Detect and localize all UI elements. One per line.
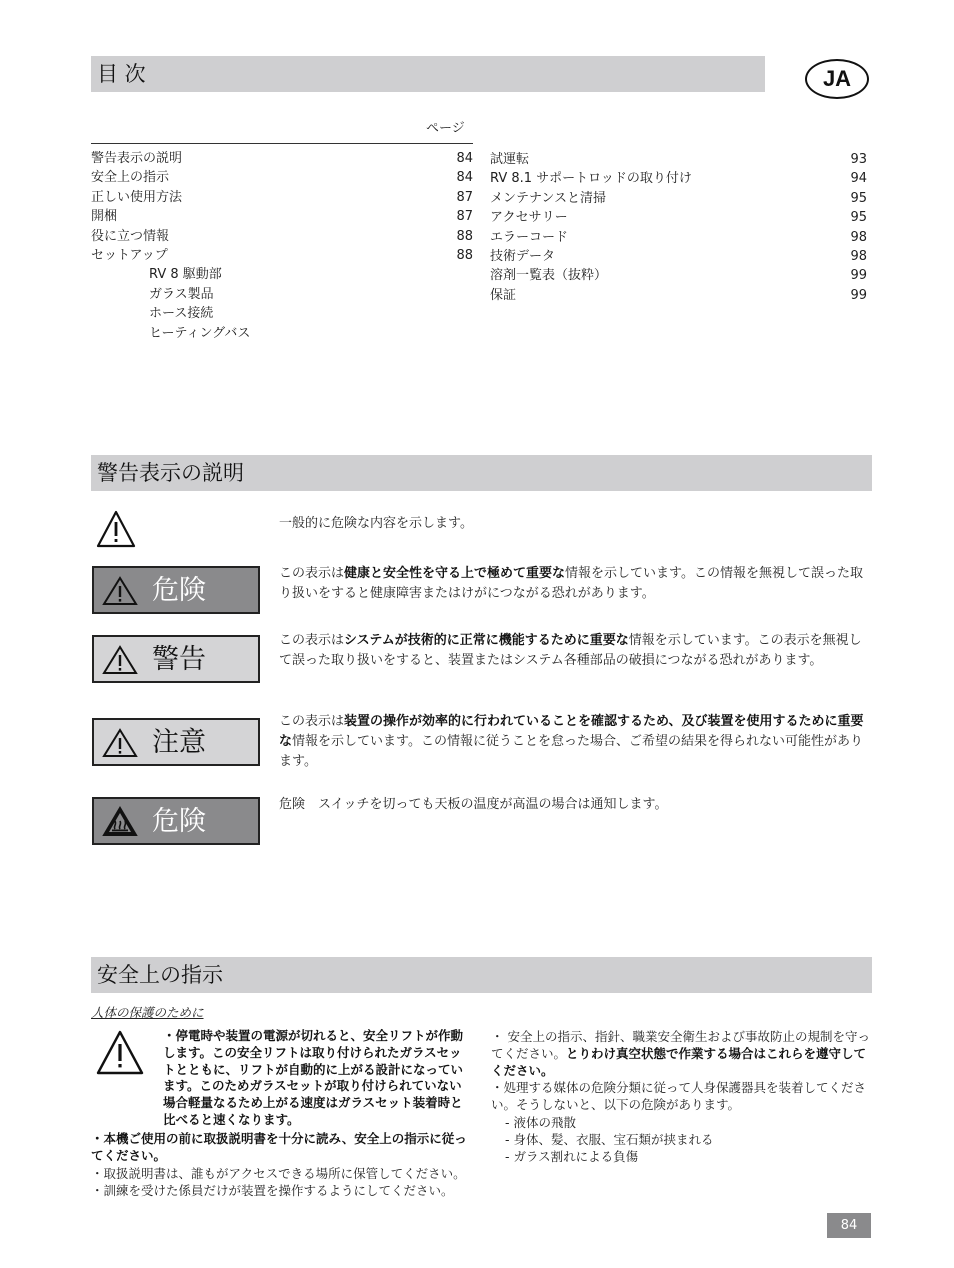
toc-item[interactable]: 正しい使用方法 87 [91, 189, 473, 205]
read-manual-instruction: ・本機ご使用の前に取扱説明書を十分に読み、安全上の指示に従ってください。 [91, 1131, 467, 1163]
warning-sign [92, 635, 260, 683]
page-column-label: ページ [426, 121, 465, 136]
hazard-list-item: - 液体の飛散 [505, 1115, 576, 1130]
toc-item[interactable]: 安全上の指示 84 [91, 170, 473, 186]
warning-triangle-icon [102, 728, 138, 758]
safety-section-title: 安全上の指示 [97, 963, 223, 987]
toc-item[interactable]: 溶剤一覧表（抜粋） 99 [490, 268, 867, 284]
toc-item[interactable]: エラーコード 98 [490, 229, 867, 245]
toc-item[interactable]: 試運転 93 [490, 152, 867, 167]
hot-surface-sign-label: 危険 [152, 806, 206, 837]
caution-description: この表示は装置の操作が効率的に行われていることを確認するため、及び装置を使用するために重要な情報を示しています。この情報に従うことを怠った場合、ご希望の結果を得られない可能性があります。 [279, 714, 864, 769]
warning-description: この表示はシステムが技術的に正常に機能するために重要な情報を示しています。この表示を無視して誤った取り扱いをすると、装置またはシステム各種部品の破損につながる恐れがあります。 [279, 633, 862, 668]
danger-sign [92, 566, 260, 614]
caution-sign [92, 718, 260, 766]
toc-item[interactable]: 警告表示の説明 84 [91, 151, 473, 166]
warning-triangle-icon [102, 576, 138, 606]
caution-sign-label: 注意 [152, 727, 206, 758]
warning-triangle-icon [96, 510, 136, 548]
toc-item[interactable]: RV 8.1 サポートロッドの取り付け 94 [490, 171, 867, 187]
toc-subitem[interactable]: ホース接続 [149, 306, 214, 322]
toc-subitem[interactable]: ガラス製品 [149, 286, 214, 302]
toc-subitem[interactable]: ヒーティングバス [149, 325, 251, 341]
warning-sign-label: 警告 [152, 644, 206, 675]
toc-item[interactable]: 技術データ 98 [490, 248, 867, 264]
regulations-instruction: ・ 安全上の指示、指針、職業安全衛生および事故防止の規制を守ってください。とりわけ真空状態で作業する場合はこれらを遵守してください。 [491, 1029, 870, 1078]
hot-surface-description: 危険 スイッチを切っても天板の温度が高温の場合は通知します。 [279, 797, 668, 812]
safety-subtitle: 人体の保護のために [91, 1005, 204, 1020]
toc-divider [91, 143, 473, 144]
toc-title-bar [91, 56, 765, 92]
warnings-section-bar [91, 455, 872, 491]
safety-lift-warning: ・停電時や装置の電源が切れると、安全リフトが作動します。この安全リフトは取り付けられたガラスセットとともに、リフトが自動的に上がる設計になっています。このためガラスセットが取り付けられていない場合軽量なるため上がる速度はガラスセット装着時と比べると速くなります。 [163, 1028, 464, 1127]
toc-item[interactable]: 保証 99 [490, 287, 867, 303]
toc-title: 目 次 [97, 62, 146, 86]
danger-description: この表示は健康と安全性を守る上で極めて重要な情報を示しています。この情報を無視して誤った取り扱いをすると健康障害またはけがにつながる恐れがあります。 [279, 566, 863, 601]
hazard-list-item: - 身体、髪、衣服、宝石類が挟まれる [505, 1132, 714, 1147]
trained-staff-instruction: ・訓練を受けた係員だけが装置を操作するようにしてください。 [91, 1183, 454, 1198]
protective-equipment-instruction: ・処理する媒体の危険分類に従って人身保護器具を装着してください。そうしないと、以下の危険があります。 [491, 1080, 867, 1112]
hot-surface-icon [102, 806, 138, 837]
toc-item[interactable]: アクセサリー 95 [490, 210, 867, 226]
toc-subitem[interactable]: RV 8 駆動部 [149, 267, 222, 283]
toc-item[interactable]: 開梱 87 [91, 209, 473, 225]
toc-item[interactable]: セットアップ 88 [91, 247, 473, 263]
warning-triangle-icon [96, 1030, 144, 1075]
general-danger-text: 一般的に危険な内容を示します。 [279, 516, 473, 531]
warning-triangle-icon [102, 645, 138, 675]
toc-right-column [490, 150, 867, 305]
toc-item[interactable]: メンテナンスと清掃 95 [490, 190, 867, 206]
store-manual-instruction: ・取扱説明書は、誰もがアクセスできる場所に保管してください。 [91, 1166, 466, 1181]
language-badge: JA [805, 59, 869, 99]
danger-sign-label: 危険 [152, 575, 206, 606]
hazard-list-item: - ガラス割れによる負傷 [505, 1149, 639, 1164]
toc-item[interactable]: 役に立つ情報 88 [91, 228, 473, 244]
toc-left-column [91, 149, 473, 343]
warnings-section-title: 警告表示の説明 [97, 461, 244, 485]
page-number: 84 [827, 1213, 871, 1238]
hot-surface-sign [92, 797, 260, 845]
safety-section-bar [91, 957, 872, 993]
